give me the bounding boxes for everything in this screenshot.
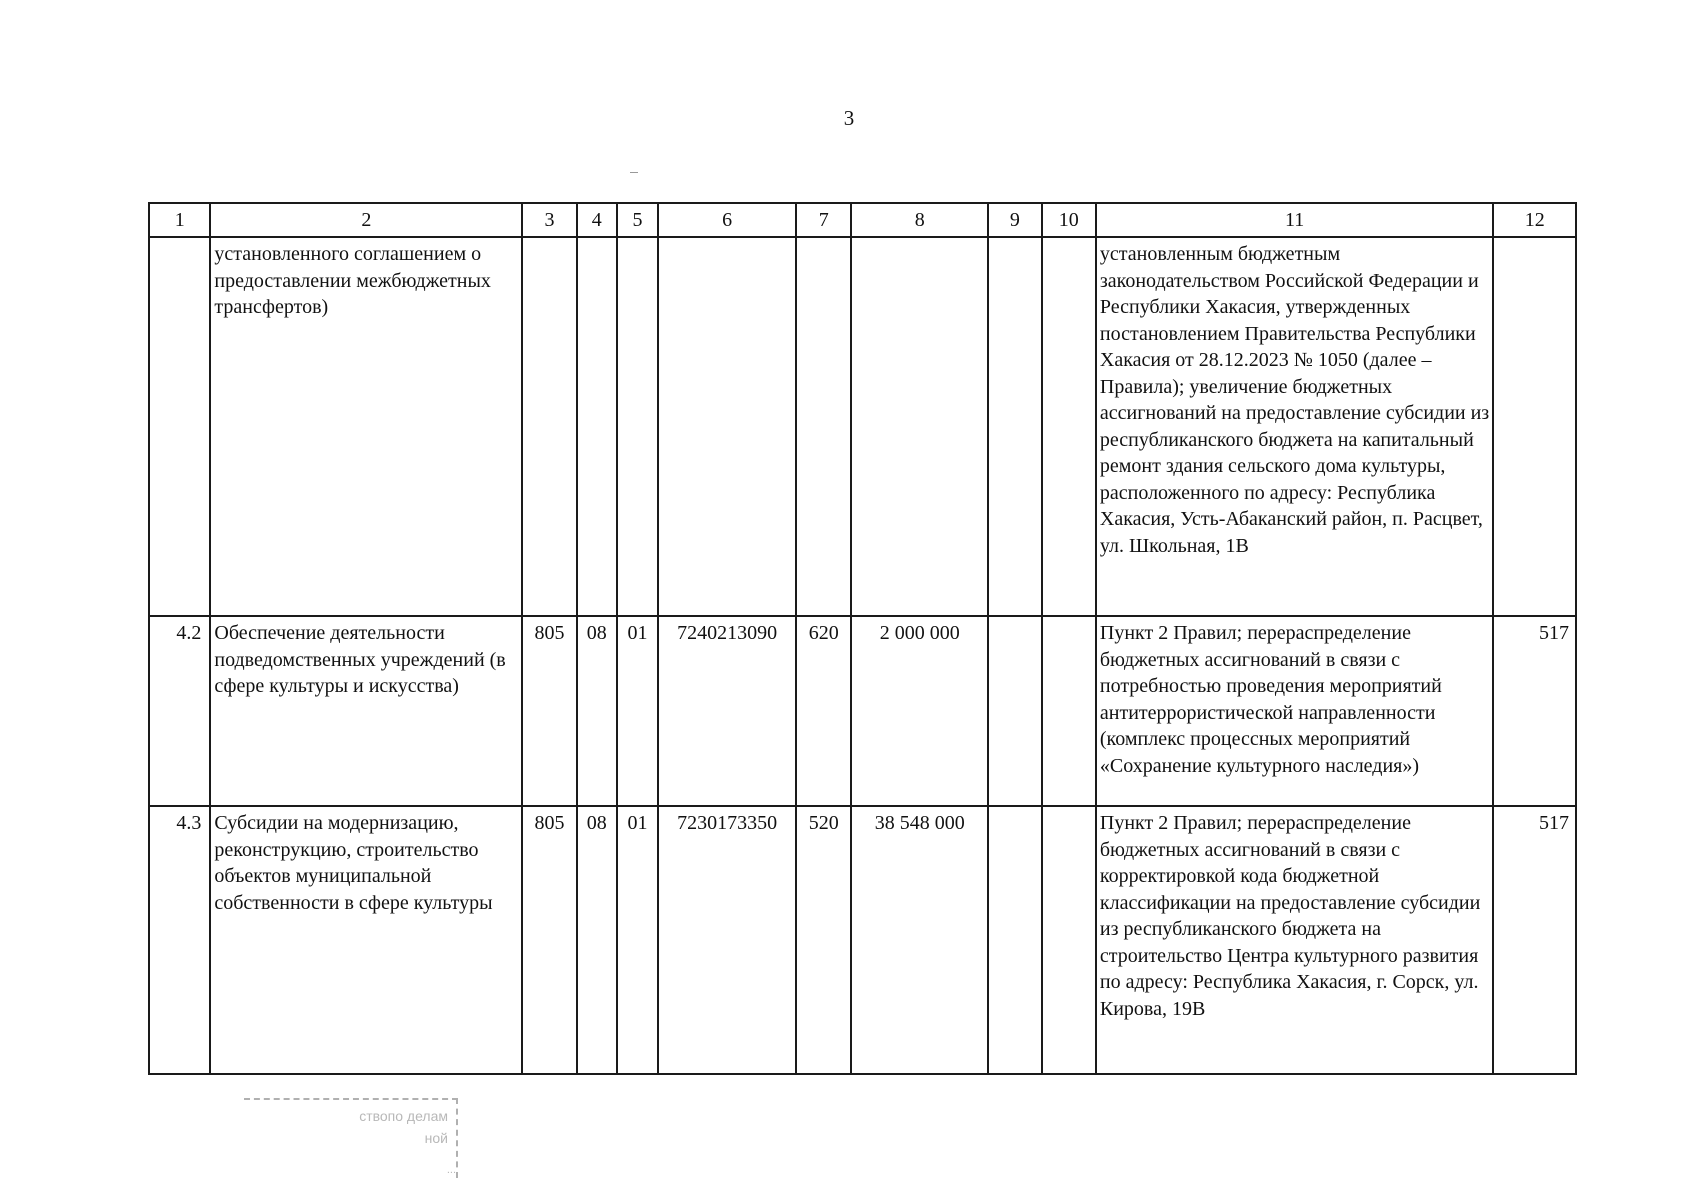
item-name-cell: установленного соглашением о предоставлении межбюджетных трансфертов) bbox=[210, 237, 522, 616]
code-cell: 01 bbox=[617, 616, 658, 806]
stamp-text-line: ... bbox=[446, 1164, 456, 1176]
amount-cell: 2 000 000 bbox=[851, 616, 988, 806]
basis-cell: Пункт 2 Правил; перераспределение бюджетных ассигнований в связи с корректировкой кода бюджетной классификации на предоставление субсидии из республиканского бюджета на строительство Центра культурного развития по адресу: Республика Хакасия, г. Сорск, ул. Кирова, 19В bbox=[1096, 806, 1494, 1074]
stamp-text-line: ствопо делам bbox=[359, 1108, 448, 1124]
header-cell: 12 bbox=[1493, 203, 1576, 237]
item-name-cell: Субсидии на модернизацию, реконструкцию, строительство объектов муниципальной собственности в сфере культуры bbox=[210, 806, 522, 1074]
code-cell: 08 bbox=[577, 806, 617, 1074]
header-cell: 6 bbox=[658, 203, 796, 237]
code-cell: 517 bbox=[1493, 806, 1576, 1074]
table-row bbox=[149, 237, 1576, 616]
header-cell: 10 bbox=[1042, 203, 1096, 237]
table-row bbox=[149, 806, 1576, 1074]
header-cell: 3 bbox=[522, 203, 576, 237]
scan-mark bbox=[630, 172, 638, 173]
header-cell: 11 bbox=[1096, 203, 1494, 237]
code-cell: 7230173350 bbox=[658, 806, 796, 1074]
amount-cell bbox=[1042, 806, 1096, 1074]
code-cell bbox=[796, 237, 851, 616]
header-cell: 4 bbox=[577, 203, 617, 237]
header-cell: 8 bbox=[851, 203, 988, 237]
code-cell: 08 bbox=[577, 616, 617, 806]
code-cell bbox=[1493, 237, 1576, 616]
header-cell: 9 bbox=[988, 203, 1041, 237]
code-cell: 517 bbox=[1493, 616, 1576, 806]
row-number-cell bbox=[149, 237, 210, 616]
code-cell: 805 bbox=[522, 806, 576, 1074]
budget-changes-table bbox=[148, 202, 1577, 1075]
amount-cell: 38 548 000 bbox=[851, 806, 988, 1074]
amount-cell bbox=[1042, 237, 1096, 616]
stamp-text-line: ной bbox=[424, 1130, 448, 1146]
amount-cell bbox=[1042, 616, 1096, 806]
row-number-cell: 4.2 bbox=[149, 616, 210, 806]
code-cell bbox=[617, 237, 658, 616]
amount-cell bbox=[988, 616, 1041, 806]
amount-cell bbox=[988, 237, 1041, 616]
code-cell bbox=[522, 237, 576, 616]
code-cell: 805 bbox=[522, 616, 576, 806]
page-number: 3 bbox=[843, 106, 855, 130]
faded-stamp bbox=[244, 1098, 458, 1178]
code-cell: 520 bbox=[796, 806, 851, 1074]
code-cell bbox=[577, 237, 617, 616]
item-name-cell: Обеспечение деятельности подведомственных учреждений (в сфере культуры и искусства) bbox=[210, 616, 522, 806]
code-cell bbox=[658, 237, 796, 616]
header-cell: 5 bbox=[617, 203, 658, 237]
amount-cell bbox=[988, 806, 1041, 1074]
basis-cell: установленным бюджетным законодательством Российской Федерации и Республики Хакасия, утвержденных постановлением Правительства Республики Хакасия от 28.12.2023 № 1050 (далее – Правила); увеличение бюджетных ассигнований на предоставление субсидии из республиканского бюджета на капитальный ремонт здания сельского дома культуры, расположенного по адресу: Республика Хакасия, Усть-Абаканский район, п. Расцвет, ул. Школьная, 1В bbox=[1096, 237, 1494, 616]
header-cell: 1 bbox=[149, 203, 210, 237]
header-cell: 2 bbox=[210, 203, 522, 237]
basis-cell: Пункт 2 Правил; перераспределение бюджетных ассигнований в связи с потребностью проведения мероприятий антитеррористической направленности (комплекс процессных мероприятий «Сохранение культурного наследия») bbox=[1096, 616, 1494, 806]
code-cell: 01 bbox=[617, 806, 658, 1074]
code-cell: 620 bbox=[796, 616, 851, 806]
code-cell: 7240213090 bbox=[658, 616, 796, 806]
header-cell: 7 bbox=[796, 203, 851, 237]
amount-cell bbox=[851, 237, 988, 616]
table-header-row bbox=[149, 203, 1576, 237]
table-row bbox=[149, 616, 1576, 806]
row-number-cell: 4.3 bbox=[149, 806, 210, 1074]
